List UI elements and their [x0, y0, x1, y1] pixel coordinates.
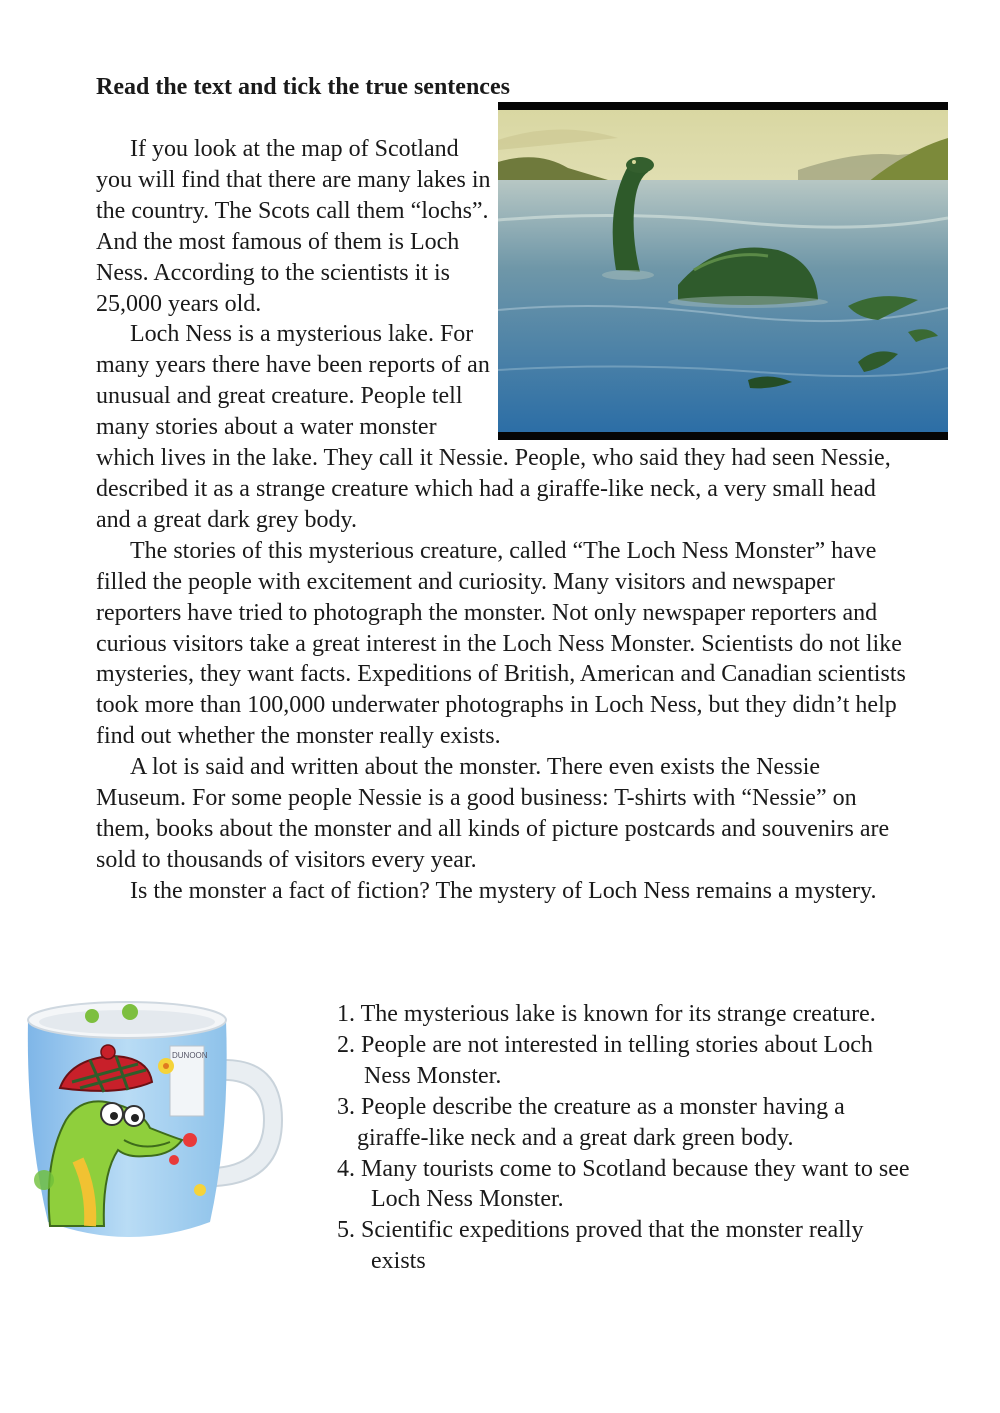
paragraph-1: If you look at the map of Scotland you will find that there are many lakes in the country. The Scots call them “lochs”. And the most famous of them is Loch Ness. According to the scientists it is 25,000 years old. [96, 136, 491, 317]
reading-text [96, 134, 908, 907]
paragraph-2: Loch Ness is a mysterious lake. For many years there have been reports of an unusual and great creature. People tell many stories about a water monster which lives in the lake. They call it Nessie. People, who said they had seen Nessie, described it as a strange creature which had a giraffe-like neck, a very small head and a great dark grey body. [96, 321, 891, 533]
paragraph-3: The stories of this mysterious creature, called “The Loch Ness Monster” have filled the people with excitement and curiosity. Many visitors and newspaper reporters have tried to photograph the monster. Not only newspaper reporters and curious visitors take a great interest in the Loch Ness Monster. Scientists do not like mysteries, they want facts. Expeditions of British, American and Canadian scientists took more than 100,000 underwater photographs in Loch Ness, but they didn’t help find out whether the monster really exists. [96, 537, 906, 750]
nessie-mug-image [20, 990, 290, 1250]
mug-label: DUNOON [172, 1051, 208, 1060]
nessie-mug-illustration [20, 990, 290, 1250]
statements-list [337, 999, 917, 1277]
worksheet-title: Read the text and tick the true sentences [96, 74, 510, 100]
statement-4: 4. Many tourists come to Scotland because they want to see Loch Ness Monster. [337, 1155, 910, 1213]
statement-3: 3. People describe the creature as a monster having a giraffe-like neck and a great dark green body. [337, 1093, 845, 1151]
paragraph-5: Is the monster a fact of fiction? The mystery of Loch Ness remains a mystery. [130, 877, 877, 904]
statement-1: 1. The mysterious lake is known for its strange creature. [337, 1001, 876, 1027]
statement-2: 2. People are not interested in telling stories about Loch Ness Monster. [337, 1031, 873, 1089]
paragraph-4: A lot is said and written about the monster. There even exists the Nessie Museum. For some people Nessie is a good business: T-shirts with “Nessie” on them, books about the monster and all kinds of picture postcards and souvenirs are sold to thousands of visitors every year. [96, 754, 890, 873]
statement-5: 5. Scientific expeditions proved that the monster really exists [337, 1217, 864, 1275]
